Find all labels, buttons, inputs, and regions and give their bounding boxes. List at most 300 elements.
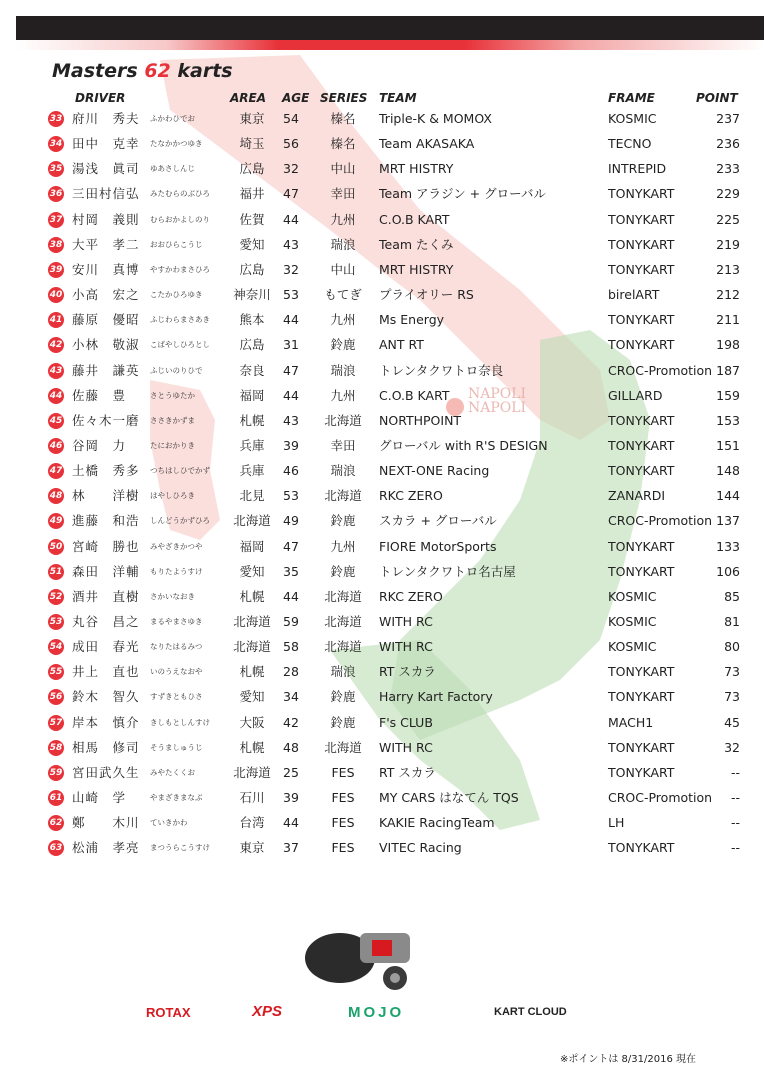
driver-point: 85 bbox=[724, 588, 740, 604]
header-team: TEAM bbox=[379, 91, 417, 105]
driver-team: グローバル with R'S DESIGN bbox=[379, 437, 548, 453]
driver-series: FES bbox=[331, 790, 355, 806]
driver-series: 北海道 bbox=[324, 412, 362, 428]
driver-series: 北海道 bbox=[324, 739, 362, 755]
table-row bbox=[0, 735, 774, 760]
driver-age: 42 bbox=[283, 714, 299, 730]
driver-team: ANT RT bbox=[379, 337, 424, 353]
driver-frame: ZANARDI bbox=[608, 488, 666, 504]
driver-age: 47 bbox=[283, 186, 299, 202]
driver-area: 埼玉 bbox=[239, 136, 265, 152]
table-row bbox=[0, 760, 774, 785]
driver-name: 藤井 謙英 bbox=[72, 362, 140, 378]
driver-area: 札幌 bbox=[239, 664, 265, 680]
driver-frame: TONYKART bbox=[608, 437, 675, 453]
rank-badge: 58 bbox=[48, 740, 64, 756]
rank-badge: 62 bbox=[48, 815, 64, 831]
driver-frame: KOSMIC bbox=[608, 614, 657, 629]
driver-series: もてぎ bbox=[324, 287, 362, 303]
table-row bbox=[0, 282, 774, 307]
driver-name: 丸谷 昌之 bbox=[72, 614, 140, 629]
driver-kana: ていきかわ bbox=[150, 818, 188, 828]
driver-team: Harry Kart Factory bbox=[379, 689, 493, 705]
driver-name: 安川 真博 bbox=[72, 261, 140, 277]
driver-frame: TONYKART bbox=[608, 186, 675, 202]
driver-name: 山崎 学 bbox=[72, 790, 127, 806]
driver-kana: ふかわひでお bbox=[150, 114, 195, 123]
header-point: POINT bbox=[696, 91, 738, 105]
driver-frame: CROC-Promotion bbox=[608, 362, 713, 378]
driver-team: KAKIE RacingTeam bbox=[379, 815, 495, 831]
header-frame: FRAME bbox=[608, 91, 655, 105]
driver-kana: おおひらこうじ bbox=[150, 239, 203, 249]
rank-badge: 57 bbox=[48, 715, 64, 731]
driver-point: 151 bbox=[716, 437, 740, 453]
driver-point: 45 bbox=[724, 714, 740, 730]
driver-frame: TONYKART bbox=[608, 236, 675, 252]
driver-team: WITH RC bbox=[379, 739, 433, 755]
driver-frame: TONYKART bbox=[608, 764, 675, 780]
driver-name: 湯浅 眞司 bbox=[72, 161, 140, 177]
driver-series: 瑞浪 bbox=[330, 463, 356, 479]
table-row bbox=[0, 559, 774, 584]
driver-point: -- bbox=[730, 790, 740, 806]
driver-area: 北海道 bbox=[233, 764, 271, 780]
driver-age: 53 bbox=[283, 488, 299, 504]
table-row bbox=[0, 609, 774, 634]
driver-team: FIORE MotorSports bbox=[379, 538, 497, 554]
driver-team: RKC ZERO bbox=[379, 588, 443, 604]
driver-series: 榛名 bbox=[330, 111, 356, 126]
driver-team: NORTHPOINT bbox=[379, 412, 462, 428]
driver-point: 187 bbox=[716, 362, 740, 378]
rank-badge: 47 bbox=[48, 463, 64, 479]
driver-series: FES bbox=[331, 815, 355, 831]
driver-age: 49 bbox=[283, 513, 299, 529]
driver-series: 中山 bbox=[330, 161, 356, 177]
driver-area: 奈良 bbox=[239, 362, 265, 378]
driver-point: 212 bbox=[716, 287, 740, 303]
driver-name: 谷岡 力 bbox=[72, 437, 127, 453]
driver-frame: KOSMIC bbox=[608, 639, 657, 655]
rank-badge: 59 bbox=[48, 765, 64, 781]
driver-frame: GILLARD bbox=[608, 387, 663, 403]
driver-point: 148 bbox=[716, 463, 740, 479]
driver-team: RT スカラ bbox=[379, 764, 436, 780]
driver-age: 37 bbox=[283, 840, 299, 856]
driver-kana: ささきかずま bbox=[150, 415, 195, 425]
table-row bbox=[0, 584, 774, 609]
driver-team: Triple-K & MOMOX bbox=[379, 111, 492, 126]
driver-area: 愛知 bbox=[239, 563, 265, 579]
sponsor-kartcloud: KART CLOUD bbox=[494, 1006, 567, 1018]
driver-age: 59 bbox=[283, 614, 299, 629]
driver-point: 211 bbox=[716, 312, 740, 328]
rank-badge: 33 bbox=[48, 111, 64, 127]
driver-name: 小林 敬淑 bbox=[72, 337, 140, 353]
table-row bbox=[0, 458, 774, 483]
driver-age: 35 bbox=[283, 563, 299, 579]
driver-kana: すずきともひさ bbox=[150, 692, 203, 702]
driver-area: 北海道 bbox=[233, 614, 271, 629]
table-row bbox=[0, 181, 774, 206]
table-row bbox=[0, 534, 774, 559]
driver-area: 愛知 bbox=[239, 689, 265, 705]
rank-badge: 44 bbox=[48, 388, 64, 404]
driver-series: 九州 bbox=[330, 211, 356, 227]
table-row bbox=[0, 508, 774, 533]
driver-name: 成田 春光 bbox=[72, 639, 140, 655]
driver-age: 54 bbox=[283, 111, 299, 126]
rank-badge: 48 bbox=[48, 488, 64, 504]
driver-series: 鈴鹿 bbox=[330, 337, 356, 353]
driver-kana: きしもとしんすけ bbox=[150, 717, 210, 727]
driver-point: 233 bbox=[716, 161, 740, 177]
driver-name: 酒井 直樹 bbox=[72, 588, 140, 604]
header-area: AREA bbox=[230, 91, 267, 105]
driver-name: 佐々木一磨 bbox=[72, 412, 140, 428]
driver-area: 兵庫 bbox=[239, 437, 265, 453]
driver-kana: さかいなおき bbox=[150, 591, 195, 601]
driver-age: 47 bbox=[283, 362, 299, 378]
driver-area: 熊本 bbox=[239, 312, 265, 328]
table-row bbox=[0, 156, 774, 181]
driver-kana: ゆあさしんじ bbox=[150, 164, 195, 174]
driver-name: 鈴木 智久 bbox=[72, 689, 140, 705]
driver-frame: TONYKART bbox=[608, 563, 675, 579]
driver-area: 台湾 bbox=[239, 815, 265, 831]
driver-team: プライオリー RS bbox=[379, 287, 474, 303]
driver-series: FES bbox=[331, 764, 355, 780]
driver-frame: CROC-Promotion bbox=[608, 513, 713, 529]
driver-point: 81 bbox=[724, 614, 740, 629]
driver-series: 九州 bbox=[330, 312, 356, 328]
driver-kana: まつうらこうすけ bbox=[150, 843, 210, 853]
driver-area: 東京 bbox=[239, 111, 265, 126]
rank-badge: 50 bbox=[48, 539, 64, 555]
rank-badge: 46 bbox=[48, 438, 64, 454]
table-row bbox=[0, 810, 774, 835]
driver-team: C.O.B KART bbox=[379, 387, 450, 403]
driver-frame: INTREPID bbox=[608, 161, 667, 177]
driver-series: 北海道 bbox=[324, 614, 362, 629]
driver-series: 北海道 bbox=[324, 639, 362, 655]
table-row bbox=[0, 257, 774, 282]
rank-badge: 42 bbox=[48, 337, 64, 353]
driver-frame: MACH1 bbox=[608, 714, 654, 730]
sponsor-xps: XPS bbox=[252, 1003, 283, 1020]
driver-age: 43 bbox=[283, 412, 299, 428]
driver-point: 225 bbox=[716, 211, 740, 227]
driver-name: 進藤 和浩 bbox=[72, 513, 140, 529]
driver-frame: LH bbox=[608, 815, 625, 831]
header-age: AGE bbox=[282, 91, 310, 105]
rank-badge: 38 bbox=[48, 237, 64, 253]
driver-kana: こばやしひろとし bbox=[150, 340, 210, 350]
driver-team: RT スカラ bbox=[379, 664, 436, 680]
driver-age: 25 bbox=[283, 764, 299, 780]
driver-age: 58 bbox=[283, 639, 299, 655]
page-title bbox=[52, 60, 233, 82]
driver-kana: みたむらのぶひろ bbox=[150, 189, 210, 199]
driver-name: 村岡 義則 bbox=[72, 211, 140, 227]
driver-name: 大平 孝二 bbox=[72, 236, 140, 252]
driver-area: 福井 bbox=[239, 186, 265, 202]
driver-area: 北海道 bbox=[233, 639, 271, 655]
driver-age: 53 bbox=[283, 287, 299, 303]
rank-badge: 55 bbox=[48, 664, 64, 680]
driver-age: 28 bbox=[283, 664, 299, 680]
title-prefix: Masters bbox=[52, 60, 138, 82]
driver-frame: TONYKART bbox=[608, 261, 675, 277]
table-row bbox=[0, 131, 774, 156]
driver-age: 31 bbox=[283, 337, 299, 353]
driver-series: 瑞浪 bbox=[330, 362, 356, 378]
driver-name: 小高 宏之 bbox=[72, 287, 140, 303]
driver-age: 44 bbox=[283, 815, 299, 831]
driver-name: 府川 秀夫 bbox=[72, 111, 140, 126]
rank-badge: 53 bbox=[48, 614, 64, 630]
driver-age: 39 bbox=[283, 437, 299, 453]
driver-team: MRT HISTRY bbox=[379, 161, 454, 177]
driver-point: -- bbox=[730, 815, 740, 831]
driver-area: 広島 bbox=[239, 261, 265, 277]
driver-name: 鄭 木川 bbox=[72, 815, 140, 831]
header-series: SERIES bbox=[320, 91, 368, 105]
driver-name: 林 洋樹 bbox=[72, 488, 140, 504]
table-row bbox=[0, 785, 774, 810]
driver-area: 兵庫 bbox=[239, 463, 265, 479]
table-row bbox=[0, 332, 774, 357]
rank-badge: 52 bbox=[48, 589, 64, 605]
driver-kana: たにおかりき bbox=[150, 440, 195, 450]
driver-area: 神奈川 bbox=[233, 287, 271, 303]
rank-badge: 34 bbox=[48, 136, 64, 152]
rank-badge: 40 bbox=[48, 287, 64, 303]
driver-series: 榛名 bbox=[330, 136, 356, 152]
watermark-1: NAPOLI bbox=[468, 386, 527, 402]
driver-area: 福岡 bbox=[239, 387, 265, 403]
driver-kana: なりたはるみつ bbox=[150, 642, 203, 652]
driver-name: 岸本 慎介 bbox=[72, 714, 140, 730]
driver-kana: ふじいのりひで bbox=[150, 365, 203, 375]
driver-name: 森田 洋輔 bbox=[72, 563, 140, 579]
driver-point: 153 bbox=[716, 412, 740, 428]
table-row bbox=[0, 835, 774, 860]
driver-age: 48 bbox=[283, 739, 299, 755]
rank-badge: 51 bbox=[48, 564, 64, 580]
table-row bbox=[0, 106, 774, 131]
driver-name: 井上 直也 bbox=[72, 664, 140, 680]
driver-name: 藤原 優昭 bbox=[72, 312, 140, 328]
table-row bbox=[0, 232, 774, 257]
driver-series: 北海道 bbox=[324, 588, 362, 604]
driver-series: 鈴鹿 bbox=[330, 689, 356, 705]
driver-team: F's CLUB bbox=[379, 714, 433, 730]
table-row bbox=[0, 684, 774, 709]
driver-point: 236 bbox=[716, 136, 740, 152]
driver-frame: TECNO bbox=[608, 136, 652, 152]
driver-point: 133 bbox=[716, 538, 740, 554]
driver-point: 32 bbox=[724, 739, 740, 755]
driver-series: 鈴鹿 bbox=[330, 714, 356, 730]
driver-area: 広島 bbox=[239, 161, 265, 177]
driver-frame: TONYKART bbox=[608, 337, 675, 353]
driver-area: 石川 bbox=[239, 790, 265, 806]
driver-series: 九州 bbox=[330, 387, 356, 403]
driver-kana: むらおかよしのり bbox=[150, 214, 210, 224]
driver-age: 32 bbox=[283, 261, 299, 277]
driver-point: 198 bbox=[716, 337, 740, 353]
driver-frame: TONYKART bbox=[608, 689, 675, 705]
driver-name: 松浦 孝亮 bbox=[72, 840, 140, 856]
driver-age: 32 bbox=[283, 161, 299, 177]
driver-kana: こたかひろゆき bbox=[150, 290, 203, 300]
driver-point: 73 bbox=[724, 664, 740, 680]
table-row bbox=[0, 433, 774, 458]
driver-age: 44 bbox=[283, 211, 299, 227]
driver-team: RKC ZERO bbox=[379, 488, 443, 504]
kart-image bbox=[300, 908, 440, 998]
driver-age: 44 bbox=[283, 588, 299, 604]
driver-kana: そうましゅうじ bbox=[150, 742, 203, 752]
rank-badge: 49 bbox=[48, 513, 64, 529]
driver-team: MRT HISTRY bbox=[379, 261, 454, 277]
table-row bbox=[0, 307, 774, 332]
driver-kana: いのうえなおや bbox=[150, 667, 203, 677]
sponsor-rotax: ROTAX bbox=[146, 1005, 191, 1020]
driver-area: 大阪 bbox=[239, 714, 265, 730]
driver-age: 39 bbox=[283, 790, 299, 806]
rank-badge: 35 bbox=[48, 161, 64, 177]
driver-kana: みやたくくお bbox=[150, 767, 195, 777]
driver-area: 札幌 bbox=[239, 412, 265, 428]
driver-frame: TONYKART bbox=[608, 412, 675, 428]
driver-team: Team AKASAKA bbox=[379, 136, 475, 152]
driver-name: 宮崎 勝也 bbox=[72, 538, 140, 554]
driver-team: C.O.B KART bbox=[379, 211, 450, 227]
footer-note: ※ポイントは 8/31/2016 現在 bbox=[560, 1054, 697, 1065]
driver-point: 237 bbox=[716, 111, 740, 126]
driver-kana: たなかかつゆき bbox=[150, 139, 203, 149]
driver-area: 北海道 bbox=[233, 513, 271, 529]
driver-series: 北海道 bbox=[324, 488, 362, 504]
driver-kana: まるやまさゆき bbox=[150, 617, 203, 626]
table-row bbox=[0, 383, 774, 408]
driver-team: トレンタクワトロ奈良 bbox=[379, 362, 504, 378]
driver-frame: TONYKART bbox=[608, 739, 675, 755]
title-count: 62 bbox=[144, 60, 171, 82]
driver-team: Ms Energy bbox=[379, 312, 445, 328]
header-driver: DRIVER bbox=[75, 91, 126, 105]
driver-frame: TONYKART bbox=[608, 312, 675, 328]
driver-age: 43 bbox=[283, 236, 299, 252]
rank-badge: 56 bbox=[48, 689, 64, 705]
driver-point: 73 bbox=[724, 689, 740, 705]
rank-badge: 61 bbox=[48, 790, 64, 806]
table-row bbox=[0, 483, 774, 508]
driver-age: 34 bbox=[283, 689, 299, 705]
driver-frame: TONYKART bbox=[608, 538, 675, 554]
table-row bbox=[0, 659, 774, 684]
driver-kana: やまざきまなぶ bbox=[150, 793, 203, 803]
sponsor-mojo: MOJO bbox=[348, 1004, 405, 1021]
driver-series: 瑞浪 bbox=[330, 664, 356, 680]
driver-name: 土橋 秀多 bbox=[72, 463, 140, 479]
driver-point: 159 bbox=[716, 387, 740, 403]
driver-team: Team たくみ bbox=[379, 236, 454, 252]
table-row bbox=[0, 207, 774, 232]
driver-team: WITH RC bbox=[379, 614, 433, 629]
driver-team: MY CARS はなてん TQS bbox=[379, 790, 519, 806]
driver-frame: TONYKART bbox=[608, 664, 675, 680]
driver-series: 中山 bbox=[330, 261, 356, 277]
driver-name: 田中 克幸 bbox=[72, 136, 140, 152]
table-row bbox=[0, 634, 774, 659]
driver-area: 福岡 bbox=[239, 538, 265, 554]
driver-point: -- bbox=[730, 840, 740, 856]
table-row bbox=[0, 710, 774, 735]
driver-team: スカラ + グローバル bbox=[379, 513, 497, 529]
driver-point: -- bbox=[730, 764, 740, 780]
driver-kana: さとうゆたか bbox=[150, 390, 195, 400]
driver-area: 東京 bbox=[239, 840, 265, 856]
driver-frame: CROC-Promotion bbox=[608, 790, 713, 806]
rank-badge: 39 bbox=[48, 262, 64, 278]
rank-badge: 43 bbox=[48, 363, 64, 379]
driver-series: 幸田 bbox=[330, 437, 356, 453]
driver-kana: つちはしひでかず bbox=[150, 466, 210, 476]
driver-age: 47 bbox=[283, 538, 299, 554]
driver-series: 幸田 bbox=[330, 186, 356, 202]
driver-area: 愛知 bbox=[239, 236, 265, 252]
driver-name: 佐藤 豊 bbox=[72, 387, 127, 403]
driver-age: 44 bbox=[283, 312, 299, 328]
driver-team: Team アラジン + グローバル bbox=[379, 186, 546, 202]
driver-age: 44 bbox=[283, 387, 299, 403]
driver-point: 213 bbox=[716, 261, 740, 277]
driver-point: 106 bbox=[716, 563, 740, 579]
driver-point: 229 bbox=[716, 186, 740, 202]
driver-area: 佐賀 bbox=[239, 211, 265, 227]
driver-point: 144 bbox=[716, 488, 740, 504]
driver-series: 鈴鹿 bbox=[330, 563, 356, 579]
driver-name: 宮田武久生 bbox=[72, 764, 140, 780]
driver-frame: birelART bbox=[608, 287, 660, 303]
driver-frame: TONYKART bbox=[608, 211, 675, 227]
driver-team: NEXT-ONE Racing bbox=[379, 463, 490, 479]
driver-name: 相馬 修司 bbox=[72, 739, 140, 755]
sponsor-logos bbox=[0, 1000, 774, 1030]
driver-kana: はやしひろき bbox=[150, 491, 195, 501]
watermark-2: NAPOLI bbox=[468, 400, 527, 416]
rank-badge: 37 bbox=[48, 212, 64, 228]
driver-team: トレンタクワトロ名古屋 bbox=[379, 563, 516, 579]
driver-age: 56 bbox=[283, 136, 299, 152]
driver-point: 137 bbox=[716, 513, 740, 529]
rank-badge: 63 bbox=[48, 840, 64, 856]
driver-series: 瑞浪 bbox=[330, 236, 356, 252]
driver-series: 鈴鹿 bbox=[330, 513, 356, 529]
driver-series: FES bbox=[331, 840, 355, 856]
driver-kana: ふじわらまさあき bbox=[150, 315, 210, 325]
driver-area: 広島 bbox=[239, 337, 265, 353]
driver-area: 札幌 bbox=[239, 739, 265, 755]
driver-frame: KOSMIC bbox=[608, 588, 657, 604]
rank-badge: 41 bbox=[48, 312, 64, 328]
driver-team: WITH RC bbox=[379, 639, 433, 655]
rank-badge: 45 bbox=[48, 413, 64, 429]
